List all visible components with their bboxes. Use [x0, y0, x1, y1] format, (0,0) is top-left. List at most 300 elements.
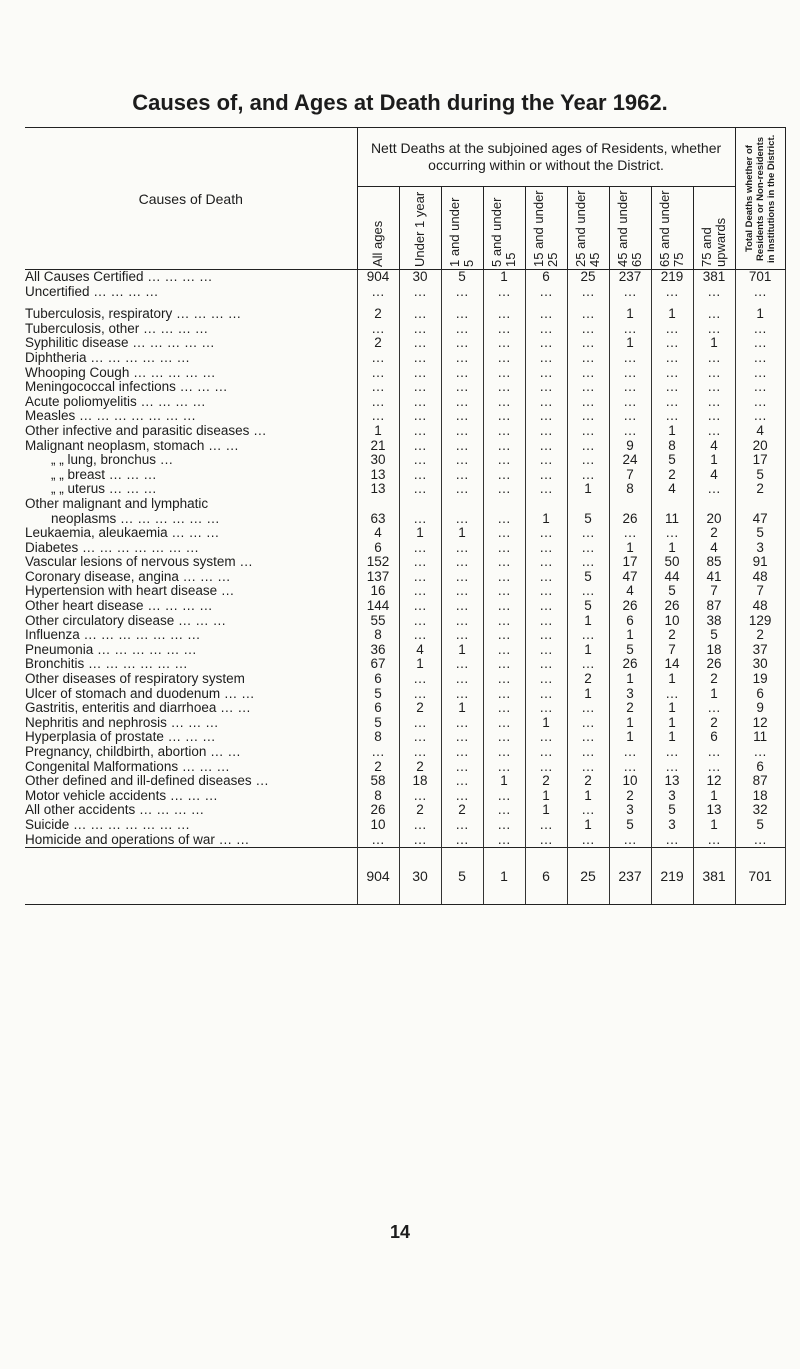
table-body [25, 270, 785, 848]
value-cell: 2 [609, 789, 651, 804]
value-cell: 1 [693, 818, 735, 833]
cause-cell: Suicide … … … … … … … [25, 817, 191, 832]
cause-cell: Whooping Cough … … … … … [25, 365, 216, 380]
value-cell: … [483, 555, 525, 570]
value-cell: … [441, 395, 483, 410]
value-cell: … [651, 336, 693, 351]
grand-total-cell: 381 [693, 848, 735, 905]
value-cell: 2 [399, 803, 441, 818]
value-cell: … [483, 351, 525, 366]
table-row [25, 270, 785, 285]
cause-cell: Leukaemia, aleukaemia … … … [25, 526, 220, 541]
table-row [25, 789, 785, 804]
table-row [25, 526, 785, 541]
total-cell: 2 [735, 628, 785, 643]
table-row [25, 599, 785, 614]
value-cell: 6 [609, 614, 651, 629]
value-cell: … [399, 628, 441, 643]
page-title: Causes of, and Ages at Death during the Year 1962. [132, 90, 668, 115]
value-cell: … [483, 570, 525, 585]
value-cell: … [399, 716, 441, 731]
value-cell: … [693, 409, 735, 424]
value-cell: … [651, 833, 693, 848]
table-row [25, 687, 785, 702]
value-cell: 14 [651, 657, 693, 672]
value-cell: 1 [651, 730, 693, 745]
value-cell: 2 [693, 672, 735, 687]
value-cell: … [441, 570, 483, 585]
grand-total-cell: 5 [441, 848, 483, 905]
cause-cell: All other accidents … … … … [25, 803, 205, 818]
value-cell: … [399, 307, 441, 322]
total-cell: 2 [735, 482, 785, 497]
age-column-header [357, 187, 399, 270]
grand-total-institutions-cell: 701 [735, 848, 785, 905]
table-row [25, 818, 785, 833]
value-cell: … [525, 468, 567, 483]
value-cell: … [441, 672, 483, 687]
value-cell: … [525, 409, 567, 424]
value-cell: … [567, 526, 609, 541]
table-row [25, 497, 785, 512]
cause-cell: Diabetes … … … … … … … [25, 540, 200, 555]
age-column-header [441, 187, 483, 270]
value-cell: … [483, 643, 525, 658]
value-cell: 25 [567, 270, 609, 285]
cause-cell: Syphilitic disease … … … … … [25, 336, 215, 351]
value-cell: 26 [609, 657, 651, 672]
value-cell: … [441, 482, 483, 497]
total-cell: 20 [735, 439, 785, 454]
value-cell: … [609, 322, 651, 337]
value-cell: 26 [693, 657, 735, 672]
age-column-header [483, 187, 525, 270]
table-row [25, 833, 785, 848]
cause-cell: Pneumonia … … … … … … [25, 642, 197, 657]
value-cell: … [441, 512, 483, 527]
value-cell: … [441, 468, 483, 483]
value-cell: … [441, 307, 483, 322]
table-row [25, 570, 785, 585]
total-cell: 6 [735, 687, 785, 702]
value-cell: … [651, 322, 693, 337]
value-cell: 1 [609, 672, 651, 687]
value-cell: 2 [693, 526, 735, 541]
value-cell: … [441, 584, 483, 599]
value-cell: 2 [441, 803, 483, 818]
value-cell: 6 [357, 541, 399, 556]
total-cell: 30 [735, 657, 785, 672]
value-cell: … [525, 453, 567, 468]
grand-total-cell: 25 [567, 848, 609, 905]
value-cell: … [609, 409, 651, 424]
value-cell: 1 [567, 643, 609, 658]
value-cell: … [567, 366, 609, 381]
cause-cell: Malignant neoplasm, stomach … … [25, 438, 239, 453]
value-cell: 4 [357, 526, 399, 541]
value-cell: … [567, 351, 609, 366]
age-column-label: 65 and under 75 [657, 190, 686, 267]
value-cell: 38 [693, 614, 735, 629]
table-row [25, 351, 785, 366]
value-cell: … [483, 760, 525, 775]
value-cell: 10 [609, 774, 651, 789]
value-cell [651, 497, 693, 512]
cause-cell: Uncertified … … … … [25, 284, 159, 299]
table-row [25, 672, 785, 687]
value-cell: 30 [357, 453, 399, 468]
value-cell: … [567, 555, 609, 570]
age-column-label: 5 and under 15 [489, 197, 518, 267]
value-cell: … [441, 730, 483, 745]
value-cell: … [525, 614, 567, 629]
table-row [25, 409, 785, 424]
value-cell [357, 497, 399, 512]
total-cell: 9 [735, 701, 785, 716]
value-cell: 4 [693, 468, 735, 483]
table-row [25, 453, 785, 468]
value-cell: … [525, 730, 567, 745]
age-column-header [525, 187, 567, 270]
value-cell: … [525, 687, 567, 702]
value-cell: 10 [651, 614, 693, 629]
table-row [25, 614, 785, 629]
value-cell: … [525, 322, 567, 337]
value-cell: 30 [399, 270, 441, 285]
total-cell: 18 [735, 789, 785, 804]
value-cell: … [483, 687, 525, 702]
cause-cell: Tuberculosis, respiratory … … … … [25, 307, 242, 322]
value-cell: … [399, 599, 441, 614]
value-cell: … [399, 285, 441, 300]
value-cell: … [399, 541, 441, 556]
value-cell: … [567, 701, 609, 716]
value-cell: … [399, 672, 441, 687]
value-cell: … [441, 453, 483, 468]
value-cell: … [525, 307, 567, 322]
value-cell: 10 [357, 818, 399, 833]
total-cell: 87 [735, 774, 785, 789]
value-cell: … [525, 833, 567, 848]
value-cell: 152 [357, 555, 399, 570]
table-row [25, 803, 785, 818]
value-cell: 2 [357, 336, 399, 351]
value-cell: 87 [693, 599, 735, 614]
value-cell: 5 [693, 628, 735, 643]
value-cell: 8 [357, 789, 399, 804]
cause-cell: Other infective and parasitic diseases … [25, 423, 267, 438]
value-cell: … [567, 424, 609, 439]
value-cell: 1 [609, 730, 651, 745]
value-cell: … [567, 760, 609, 775]
value-cell: … [399, 336, 441, 351]
value-cell: … [525, 599, 567, 614]
age-column-label: 25 and under 45 [573, 190, 602, 267]
value-cell [567, 497, 609, 512]
value-cell: … [483, 614, 525, 629]
value-cell: 1 [651, 701, 693, 716]
value-cell: … [609, 351, 651, 366]
value-cell: … [651, 745, 693, 760]
value-cell: … [609, 745, 651, 760]
total-column-header [735, 128, 785, 270]
value-cell: 26 [609, 599, 651, 614]
value-cell: 5 [651, 584, 693, 599]
value-cell: 6 [357, 701, 399, 716]
value-cell: 237 [609, 270, 651, 285]
value-cell: … [483, 453, 525, 468]
value-cell: 7 [693, 584, 735, 599]
value-cell: … [651, 526, 693, 541]
value-cell: … [399, 614, 441, 629]
value-cell: … [483, 803, 525, 818]
value-cell: … [567, 439, 609, 454]
value-cell: 63 [357, 512, 399, 527]
table-row [25, 701, 785, 716]
value-cell: 6 [357, 672, 399, 687]
value-cell: 1 [525, 789, 567, 804]
value-cell: … [525, 745, 567, 760]
value-cell: … [357, 395, 399, 410]
value-cell: … [357, 380, 399, 395]
page-number: 14 [389, 1222, 411, 1242]
value-cell: 2 [357, 760, 399, 775]
value-cell: 3 [651, 818, 693, 833]
value-cell: 1 [441, 643, 483, 658]
value-cell: … [399, 789, 441, 804]
value-cell: … [567, 657, 609, 672]
value-cell: … [483, 307, 525, 322]
total-cell: 12 [735, 716, 785, 731]
value-cell: … [483, 716, 525, 731]
value-cell: 5 [609, 818, 651, 833]
value-cell: 1 [609, 716, 651, 731]
value-cell: 50 [651, 555, 693, 570]
cause-cell: Other circulatory disease … … … [25, 613, 227, 628]
age-column-header [693, 187, 735, 270]
value-cell: 2 [567, 672, 609, 687]
value-cell [483, 497, 525, 512]
value-cell: … [441, 789, 483, 804]
total-cell: 129 [735, 614, 785, 629]
value-cell: 4 [693, 541, 735, 556]
value-cell: … [567, 285, 609, 300]
value-cell: … [399, 482, 441, 497]
table-row [25, 716, 785, 731]
value-cell: 44 [651, 570, 693, 585]
value-cell: … [567, 716, 609, 731]
value-cell: … [483, 409, 525, 424]
value-cell: … [651, 409, 693, 424]
value-cell: … [399, 745, 441, 760]
value-cell: … [567, 745, 609, 760]
value-cell: 26 [651, 599, 693, 614]
value-cell: 4 [651, 482, 693, 497]
value-cell: 1 [483, 774, 525, 789]
value-cell [441, 497, 483, 512]
value-cell: … [483, 366, 525, 381]
value-cell: 1 [525, 716, 567, 731]
value-cell: … [441, 555, 483, 570]
value-cell: … [567, 584, 609, 599]
cause-cell: Homicide and operations of war … … [25, 832, 250, 847]
value-cell: 137 [357, 570, 399, 585]
value-cell: 3 [609, 687, 651, 702]
grand-total-cell: 6 [525, 848, 567, 905]
value-cell: 1 [567, 687, 609, 702]
total-cell: 4 [735, 424, 785, 439]
table-row [25, 424, 785, 439]
value-cell: … [693, 322, 735, 337]
value-cell: 1 [651, 716, 693, 731]
value-cell: … [483, 745, 525, 760]
total-cell: … [735, 395, 785, 410]
cause-cell: Hyperplasia of prostate … … … [25, 730, 216, 745]
value-cell: 5 [357, 687, 399, 702]
value-cell: … [609, 395, 651, 410]
value-cell: … [441, 285, 483, 300]
value-cell: … [441, 541, 483, 556]
value-cell: … [525, 584, 567, 599]
value-cell: 20 [693, 512, 735, 527]
value-cell: 1 [609, 541, 651, 556]
table-row [25, 366, 785, 381]
value-cell: … [693, 366, 735, 381]
value-cell: … [651, 687, 693, 702]
totals-label-cell [25, 848, 357, 905]
value-cell: … [399, 409, 441, 424]
total-cell: 6 [735, 760, 785, 775]
cause-cell: Other diseases of respiratory system [25, 672, 245, 687]
value-cell: … [525, 541, 567, 556]
value-cell: 1 [483, 270, 525, 285]
total-cell: … [735, 366, 785, 381]
cause-cell: Meningococcal infections … … … [25, 380, 228, 395]
value-cell: … [525, 760, 567, 775]
value-cell: … [483, 789, 525, 804]
table-row [25, 395, 785, 410]
total-cell: … [735, 336, 785, 351]
age-group-header: Nett Deaths at the subjoined ages of Residents, whether occurring within or without the District. [357, 128, 735, 187]
value-cell: 5 [609, 643, 651, 658]
age-column-label: 1 and under 5 [447, 197, 476, 267]
value-cell: … [399, 687, 441, 702]
value-cell: 8 [609, 482, 651, 497]
value-cell: 1 [651, 307, 693, 322]
value-cell: … [483, 672, 525, 687]
table-row [25, 322, 785, 337]
total-cell: 48 [735, 570, 785, 585]
value-cell: 381 [693, 270, 735, 285]
value-cell: … [693, 285, 735, 300]
value-cell: … [693, 701, 735, 716]
table-row [25, 643, 785, 658]
value-cell: 1 [693, 789, 735, 804]
total-cell: … [735, 833, 785, 848]
value-cell: … [609, 366, 651, 381]
value-cell: … [441, 760, 483, 775]
value-cell: 1 [651, 672, 693, 687]
cause-cell: Other heart disease … … … … [25, 599, 213, 614]
cause-cell [25, 299, 357, 307]
value-cell: 1 [441, 526, 483, 541]
table-row [25, 657, 785, 672]
value-cell: … [567, 541, 609, 556]
value-cell: 904 [357, 270, 399, 285]
cause-cell: Bronchitis … … … … … … [25, 657, 188, 672]
value-cell: … [693, 424, 735, 439]
table-row [25, 307, 785, 322]
value-cell: … [483, 657, 525, 672]
value-cell: … [525, 657, 567, 672]
value-cell: … [483, 584, 525, 599]
value-cell: 1 [399, 526, 441, 541]
value-cell: … [651, 351, 693, 366]
total-cell: 5 [735, 468, 785, 483]
value-cell: 24 [609, 453, 651, 468]
value-cell: … [357, 351, 399, 366]
value-cell: … [483, 526, 525, 541]
value-cell: 11 [651, 512, 693, 527]
value-cell: … [651, 380, 693, 395]
value-cell: 67 [357, 657, 399, 672]
value-cell: … [693, 833, 735, 848]
value-cell [609, 497, 651, 512]
value-cell: … [567, 409, 609, 424]
value-cell: … [399, 366, 441, 381]
total-cell: 47 [735, 512, 785, 527]
totals-row [25, 848, 785, 905]
value-cell: … [357, 745, 399, 760]
value-cell: … [693, 395, 735, 410]
value-cell: 9 [609, 439, 651, 454]
cause-cell: Nephritis and nephrosis … … … [25, 715, 219, 730]
value-cell: 1 [693, 336, 735, 351]
value-cell: … [567, 395, 609, 410]
value-cell: 5 [567, 599, 609, 614]
value-cell: 26 [609, 512, 651, 527]
value-cell: … [525, 439, 567, 454]
value-cell: 7 [609, 468, 651, 483]
cause-column-header: Causes of Death [25, 128, 357, 270]
value-cell: 18 [693, 643, 735, 658]
value-cell: … [441, 687, 483, 702]
value-cell: 1 [609, 336, 651, 351]
value-cell: 26 [357, 803, 399, 818]
table-row [25, 468, 785, 483]
value-cell: 85 [693, 555, 735, 570]
value-cell: … [399, 584, 441, 599]
value-cell: 1 [441, 701, 483, 716]
value-cell [399, 497, 441, 512]
value-cell: … [399, 322, 441, 337]
table-row [25, 745, 785, 760]
grand-total-cell: 904 [357, 848, 399, 905]
value-cell: 2 [525, 774, 567, 789]
value-cell: 2 [609, 701, 651, 716]
value-cell: 3 [609, 803, 651, 818]
cause-cell: Acute poliomyelitis … … … … [25, 394, 206, 409]
value-cell: 4 [693, 439, 735, 454]
value-cell: … [651, 395, 693, 410]
value-cell: 5 [567, 512, 609, 527]
total-cell: … [735, 285, 785, 300]
age-column-label: All ages [370, 220, 385, 267]
total-cell: 48 [735, 599, 785, 614]
table-row [25, 380, 785, 395]
value-cell: … [567, 730, 609, 745]
table-row [25, 285, 785, 300]
